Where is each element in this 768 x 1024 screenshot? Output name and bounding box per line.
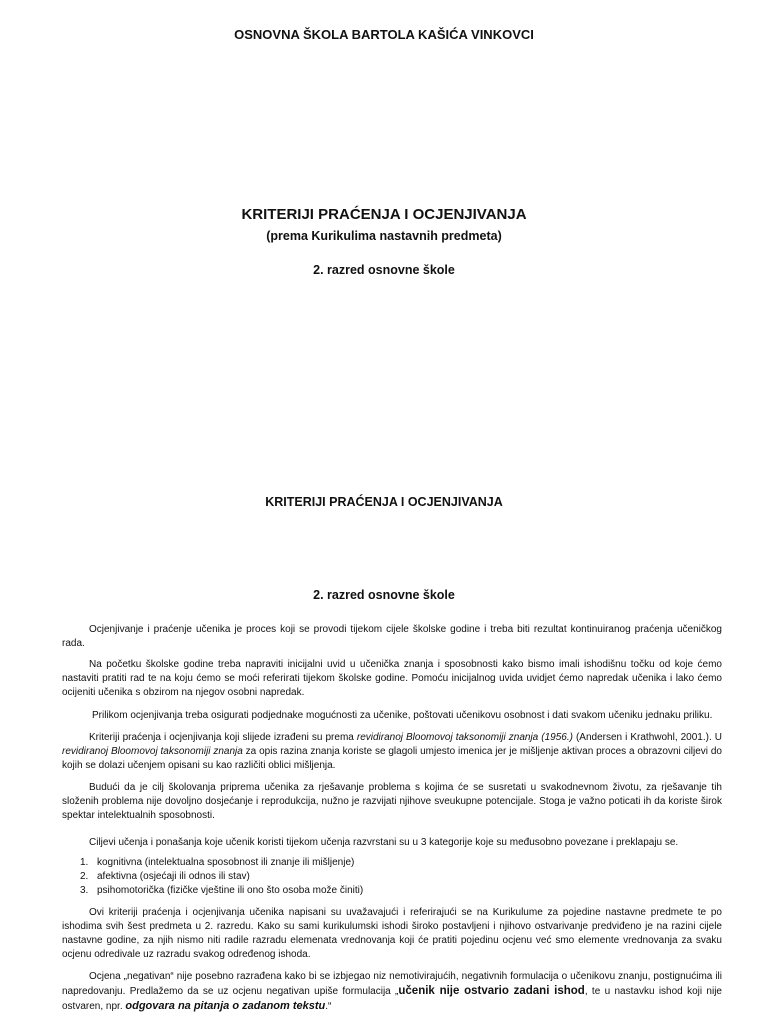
section-grade: 2. razred osnovne škole bbox=[313, 588, 455, 602]
paragraph-3-text: Prilikom ocjenjivanja treba osigurati podjednake mogućnosti za učenike, poštovati učenikovu osobnost i dati svakom učeniku jednaku priliku. bbox=[92, 710, 713, 721]
list-item-number: 2. bbox=[80, 871, 89, 882]
paragraph-1 bbox=[62, 623, 722, 651]
list-item bbox=[80, 870, 363, 884]
list-item-text: psihomotorička (fizičke vještine ili ono što osoba može činiti) bbox=[97, 885, 364, 896]
cover-title: KRITERIJI PRAĆENJA I OCJENJIVANJA bbox=[241, 206, 527, 223]
section-title: KRITERIJI PRAĆENJA I OCJENJIVANJA bbox=[265, 495, 503, 509]
cover-subtitle: (prema Kurikulima nastavnih predmeta) bbox=[266, 229, 502, 243]
paragraph-5 bbox=[62, 781, 722, 823]
paragraph-4-part-a: Kriteriji praćenja i ocjenjivanja koji slijede izrađeni su prema bbox=[89, 732, 357, 743]
negative-formulation: učenik nije ostvario zadani ishod bbox=[398, 985, 585, 997]
bloom-reference-2: revidiranoj Bloomovoj taksonomiji znanja bbox=[62, 746, 243, 757]
paragraph-4-part-c: (Andersen i Krathwohl, 2001.). U bbox=[572, 732, 722, 743]
list-item-text: kognitivna (intelektualna sposobnost ili znanje ili mišljenje) bbox=[97, 857, 355, 868]
bloom-reference: revidiranoj Bloomovoj taksonomiji znanja (1956.) bbox=[356, 732, 573, 743]
list-item bbox=[80, 884, 363, 898]
paragraph-1-text: Ocjenjivanje i praćenje učenika je proces koji se provodi tijekom cijele školske godine i treba biti rezultat kontinuiranog praćenja učeničkog rada. bbox=[62, 624, 722, 649]
paragraph-4 bbox=[62, 731, 722, 773]
example-outcome: odgovara na pitanja o zadanom tekstu bbox=[125, 1000, 326, 1012]
paragraph-8 bbox=[62, 970, 722, 1014]
list-item-text: afektivna (osjećaji ili odnos ili stav) bbox=[97, 871, 250, 882]
paragraph-7 bbox=[62, 906, 722, 962]
paragraph-3 bbox=[62, 709, 722, 723]
paragraph-8-text bbox=[62, 970, 722, 1014]
school-name: OSNOVNA ŠKOLA BARTOLA KAŠIĆA VINKOVCI bbox=[234, 27, 534, 42]
paragraph-5-text: Budući da je cilj školovanja priprema učenika za rješavanje problema s kojima će se susretati u svakodnevnom životu, za rješavanje tih složenih problema nije dovoljno dosjećanje i reprodukcija, nužno je razvijati njihove sveukupne potencijale. Stoga je važno poticati ih da koriste širok spektar intelektualnih sposobnosti. bbox=[62, 782, 722, 821]
paragraph-7-text: Ovi kriteriji praćenja i ocjenjivanja učenika napisani su uvažavajući i referirajući se na Kurikulume za pojedine nastavne predmete te po ishodima svih šest predmeta u 2. razredu. Kako su sami kurikulumski ishodi široko postavljeni i njihovo ostvarivanje predviđeno je na razini cijele nastavne godine, za njih nismo niti radile razradu elemenata vrednovanja koji će pratiti pojedinu ocjenu već smo elemente vrednovanja za svaku ocjenu odredivale uz razradu svakog određenog ishoda. bbox=[62, 907, 722, 960]
paragraph-8-part-a: Ocjena „negativan“ nije posebno razrađena kako bi se izbjegao niz nemotivirajućih, negativnih formulacija o učenikovu znanju, postignućima ili napredovanju. Predlažemo da se uz ocjenu negativan upiše formulacija „ bbox=[62, 971, 722, 997]
paragraph-8-part-c: , te u nastavku ishod koji nije ostvaren, npr. bbox=[62, 986, 722, 1012]
list-item-number: 3. bbox=[80, 885, 89, 896]
paragraph-6 bbox=[62, 836, 722, 850]
list-item bbox=[80, 856, 363, 870]
paragraph-2 bbox=[62, 658, 722, 700]
paragraph-6-text: Ciljevi učenja i ponašanja koje učenik koristi tijekom učenja razvrstani su u 3 kategorije koje su međusobno povezane i preklapaju se. bbox=[89, 837, 679, 848]
paragraph-8-part-e: .“ bbox=[325, 1001, 332, 1012]
paragraph-2-text: Na početku školske godine treba napraviti inicijalni uvid u učenička znanja i sposobnosti kako bismo imali ishodišnu točku od koje ćemo nastaviti pratiti rad te na koju ćemo se moći referirati tijekom školske godine. Pomoću inicijalnog uvida uvidjet ćemo napredak učenika i lako ćemo ocijeniti učenika s obzirom na njegov osobni napredak. bbox=[62, 659, 722, 698]
cover-grade: 2. razred osnovne škole bbox=[313, 263, 455, 277]
list-item-number: 1. bbox=[80, 857, 89, 868]
paragraph-4-text bbox=[62, 731, 722, 773]
categories-list bbox=[80, 856, 363, 898]
paragraph-4-part-e: za opis razina znanja koriste se glagoli umjesto imenica jer je mišljenje aktivan proces a obrazovni ciljevi do kojih se dolazi učenjem opisani su kao različiti oblici mišljenja. bbox=[62, 746, 722, 771]
